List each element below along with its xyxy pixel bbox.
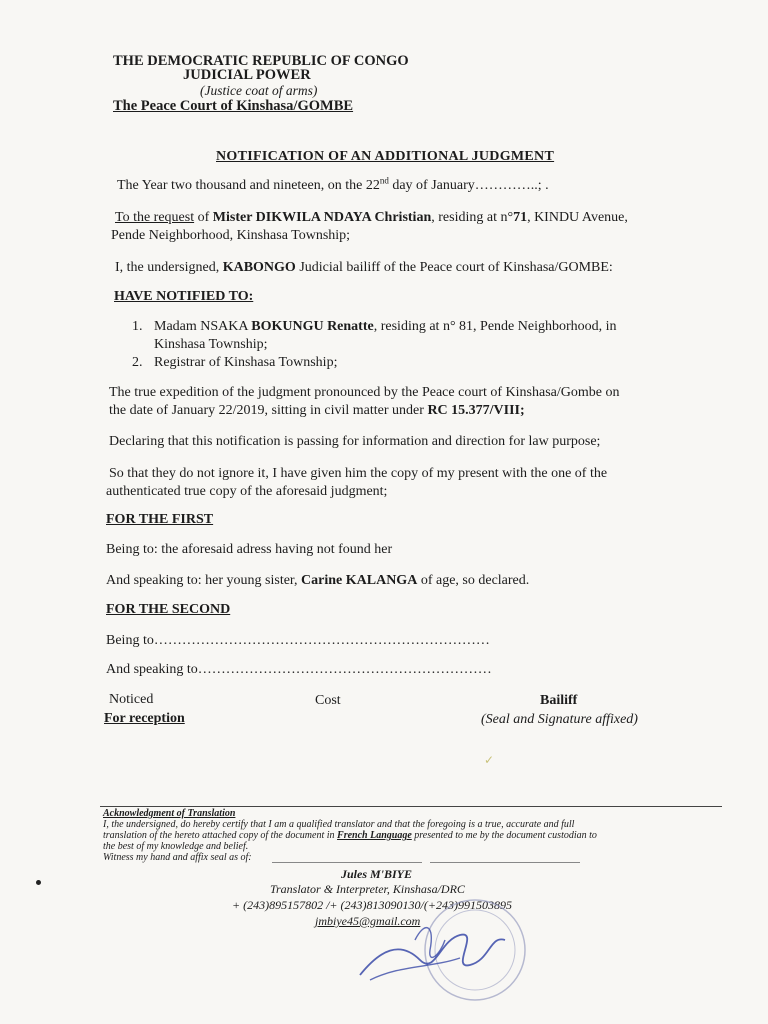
notified-item-1-name: BOKUNGU Renatte [251,319,374,334]
so-that-line-1: So that they do not ignore it, I have given him the copy of my present with the one of the [109,466,608,481]
date-line-suffix: day of January…………..; . [388,178,549,193]
bailiff-label: Bailiff [540,693,578,708]
notified-item-2: Registrar of Kinshasa Township; [154,355,338,370]
document-title: NOTIFICATION OF AN ADDITIONAL JUDGMENT [216,149,555,164]
requester-name: Mister DIKWILA NDAYA Christian [212,210,432,225]
translator-email[interactable]: jmbiye45@gmail.com [315,914,421,928]
translator-phones: + (243)895157802 /+ (243)813090130/(+243)991503895 [232,898,512,912]
witness-date-line-2 [430,862,580,863]
court-heading: The Peace Court of Kinshasa/GOMBE [113,98,354,114]
noticed-label: Noticed [109,692,154,707]
for-reception-label: For reception [104,711,185,726]
for-the-first-heading: FOR THE FIRST [106,512,214,527]
first-speaking-suffix: of age, so declared. [417,573,530,588]
source-language: French Language [337,830,412,841]
country-heading: THE DEMOCRATIC REPUBLIC OF CONGO [113,53,409,69]
request-of: of [194,210,213,225]
bailiff-name: KABONGO [222,260,296,275]
second-being-to: Being to……………………………………………………………… [106,633,490,648]
second-speaking-to: And speaking to……………………………………………………… [106,662,492,677]
date-line-superscript: nd [379,175,389,186]
judicial-power-heading: JUDICIAL POWER [183,67,311,83]
seal-signature-note: (Seal and Signature affixed) [481,712,638,727]
notified-item-2-number: 2. [132,355,143,370]
translation-line-1: I, the undersigned, do hereby certify that I am a qualified translator and that the foregoing is a true, accurate and full [103,819,575,830]
case-reference: RC 15.377/VIII; [427,403,525,418]
coat-of-arms-note: (Justice coat of arms) [200,83,318,98]
so-that-line-2: authenticated true copy of the aforesaid judgment; [106,484,388,499]
translator-title: Translator & Interpreter, Kinshasa/DRC [270,882,465,896]
notified-item-1-number: 1. [132,319,143,334]
translation-line-3: the best of my knowledge and belief. [103,841,249,852]
date-line-text: The Year two thousand and nineteen, on the 22 [117,178,380,193]
request-number: 71 [513,210,528,225]
translation-line-2 [103,830,597,842]
translation-line-2-text: translation of the hereto attached copy of the document in [103,830,338,841]
check-mark-icon: ✓ [484,753,495,767]
translation-line-2-suffix: presented to me by the document custodian to [411,830,597,841]
cost-label: Cost [315,693,341,708]
request-address: , KINDU Avenue, [527,210,628,225]
for-the-second-heading: FOR THE SECOND [106,602,231,617]
first-speaking-to [106,572,529,590]
date-line [117,177,549,195]
bailiff-line-text: I, the undersigned, [115,260,223,275]
notified-item-1 [154,318,617,336]
expedition-line-1: The true expedition of the judgment pronounced by the Peace court of Kinshasa/Gombe on [109,385,620,400]
expedition-line-2 [109,402,525,420]
bailiff-line-suffix: Judicial bailiff of the Peace court of Kinshasa/GOMBE: [295,260,613,275]
notified-item-1-address: , residing at n° 81, Pende Neighborhood, in [373,319,617,334]
notified-item-1-line-2: Kinshasa Township; [154,337,268,352]
first-being-to: Being to: the aforesaid adress having not found her [106,542,393,557]
request-line-2: Pende Neighborhood, Kinshasa Township; [111,228,351,243]
have-notified-heading: HAVE NOTIFIED TO: [114,289,254,304]
request-lead: To the request [115,210,195,225]
first-speaking-name: Carine KALANGA [301,573,418,588]
translation-separator [100,806,722,807]
request-line-1 [115,209,628,227]
request-residing: , residing at n° [431,210,514,225]
translator-name: Jules M'BIYE [341,867,413,881]
translation-line-4: Witness my hand and affix seal as of: [103,852,252,863]
declaring-paragraph: Declaring that this notification is passing for information and direction for law purpose; [109,434,601,449]
expedition-line-2-text: the date of January 22/2019, sitting in civil matter under [109,403,428,418]
translation-heading: Acknowledgment of Translation [103,808,236,819]
notified-item-1-text: Madam NSAKA [154,319,252,334]
bailiff-line [115,259,613,277]
translator-stamp-icon [340,880,560,1020]
first-speaking-text: And speaking to: her young sister, [106,573,302,588]
dot-mark-icon [36,880,41,885]
witness-date-line [272,862,422,863]
